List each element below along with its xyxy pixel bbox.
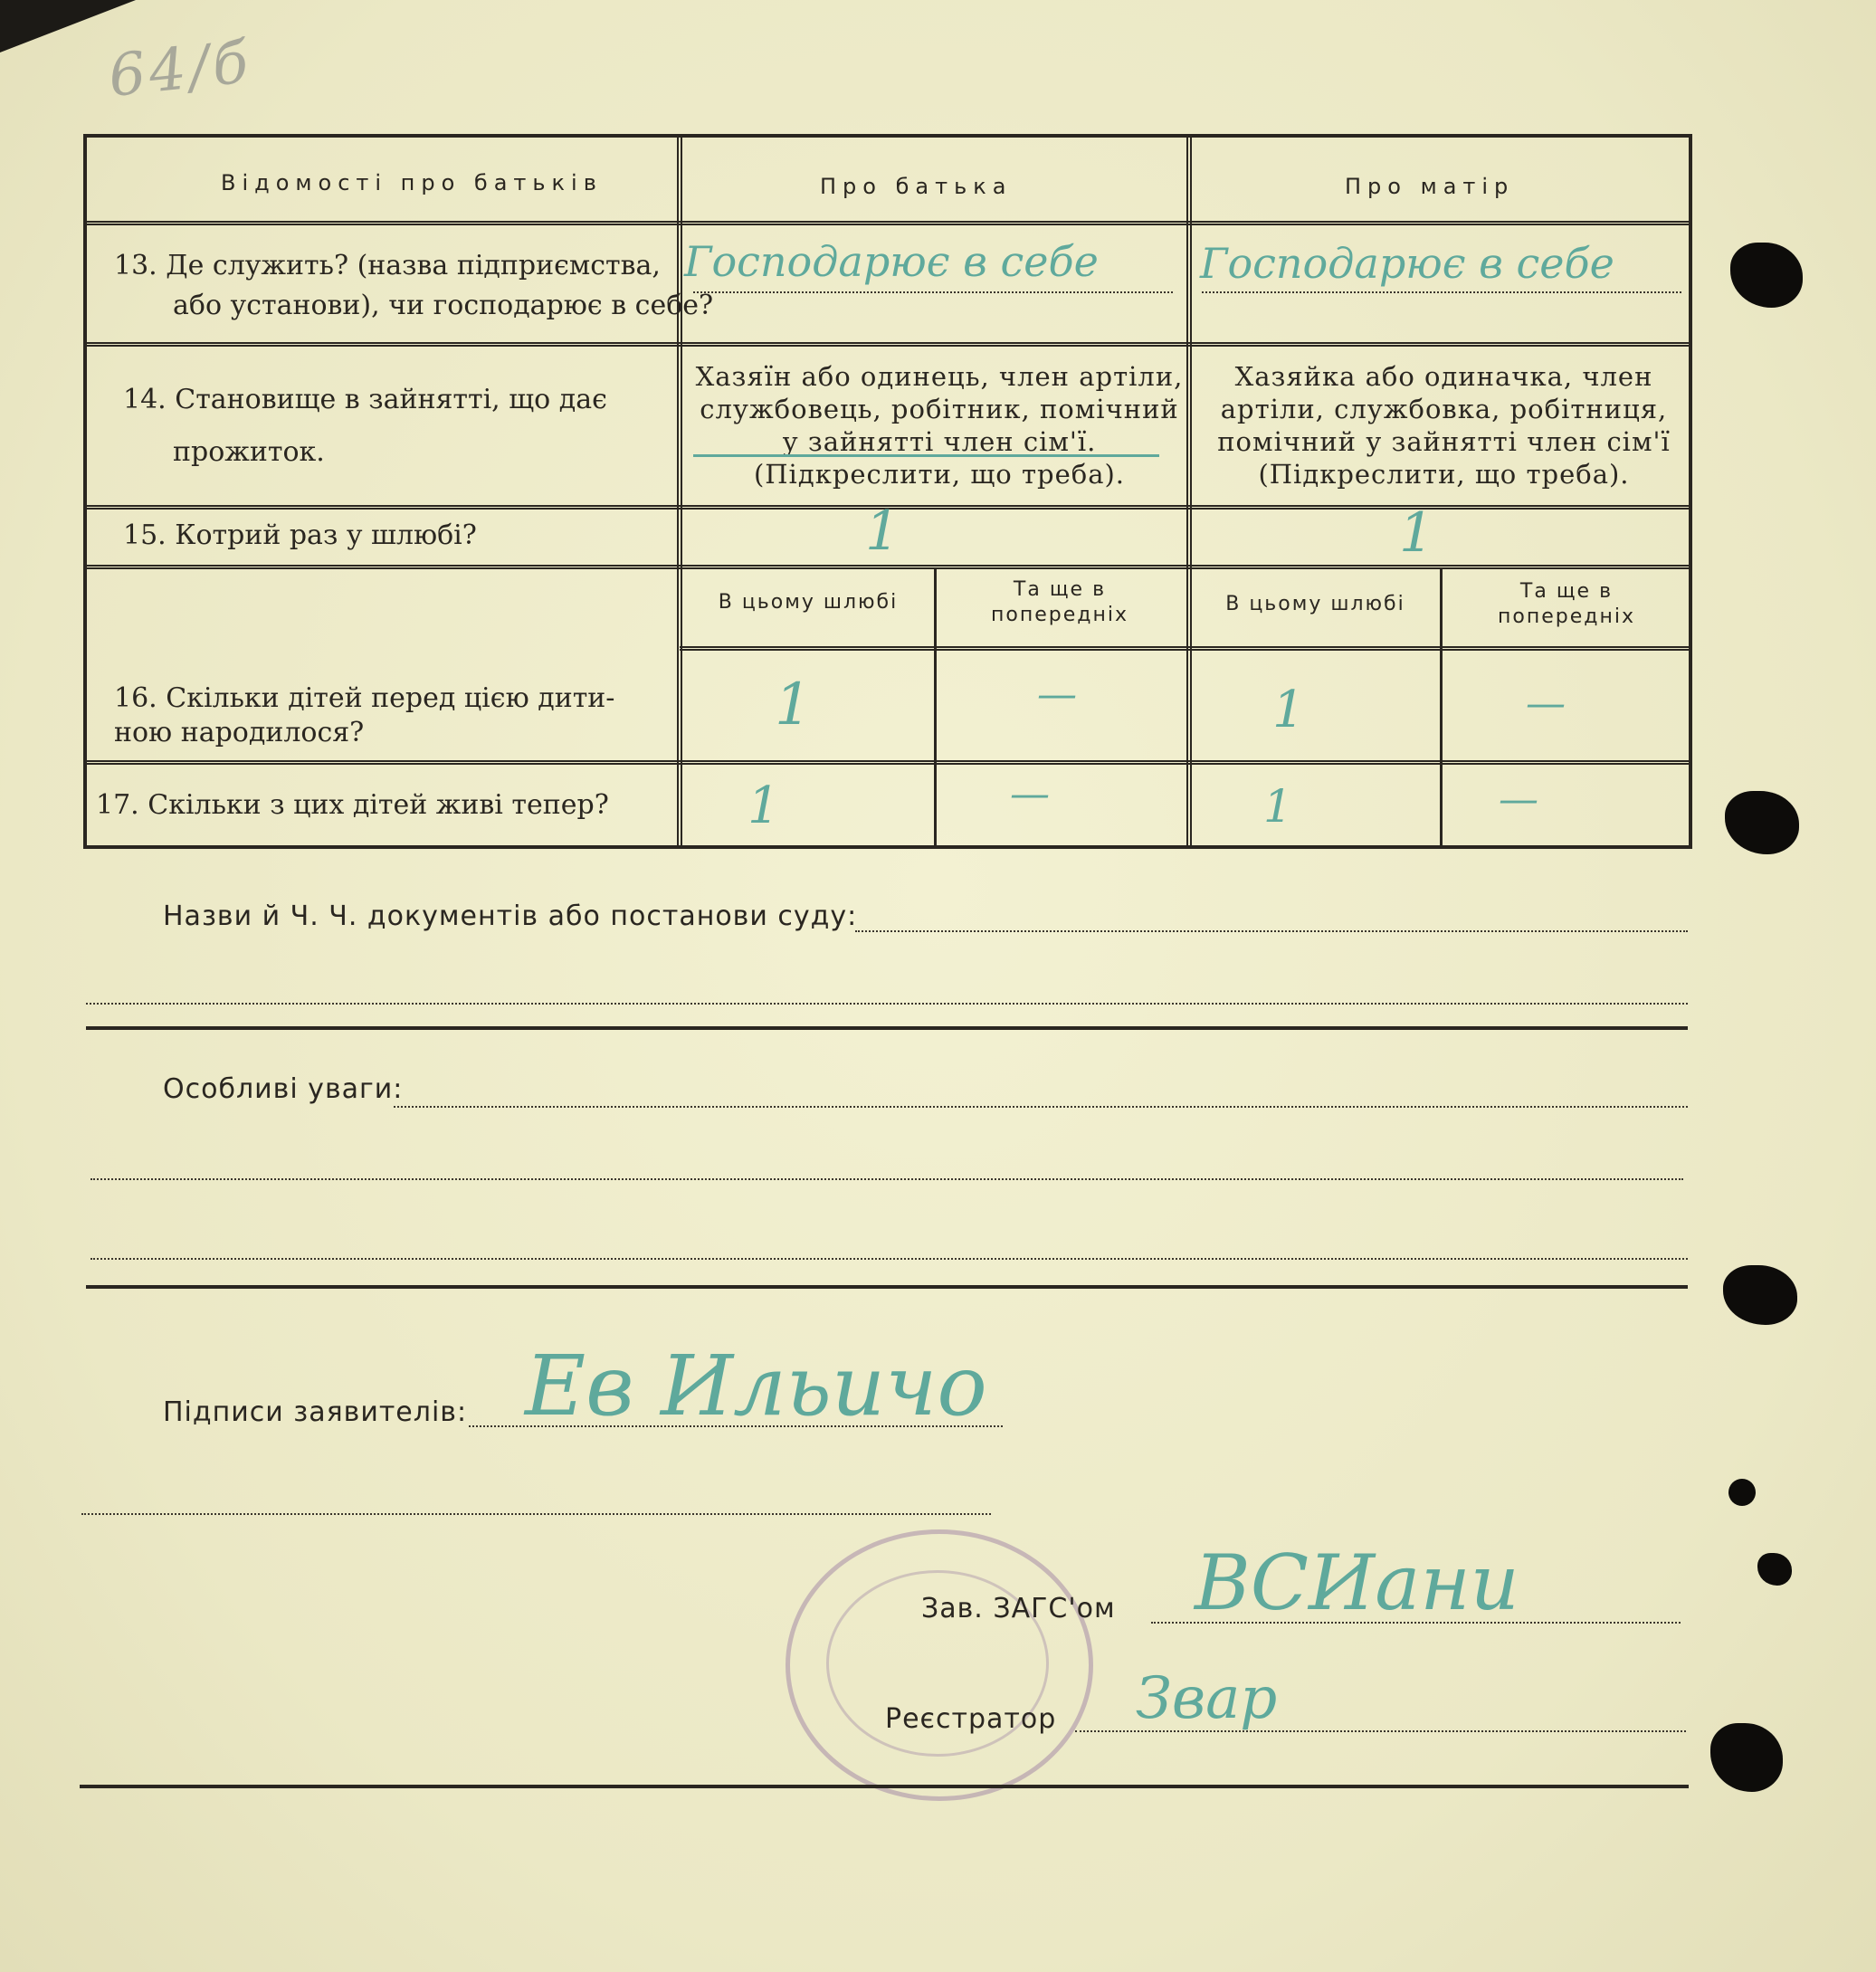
row13-question-line1: 13. Де служить? (назва підприємства, <box>114 250 661 281</box>
row16-question-line1: 16. Скільки дітей перед цією дити- <box>114 682 615 714</box>
documents-label: Назви й Ч. Ч. документів або постанови суду: <box>163 900 858 932</box>
archive-pencil-note: 64/б <box>105 28 255 111</box>
row14-question-line1: 14. Становище в зайнятті, що дає <box>123 384 607 415</box>
row14-question-line2: прожиток. <box>173 436 325 468</box>
row16-mother-prev: — <box>1526 681 1566 727</box>
registrar-signature: Звар <box>1136 1665 1278 1732</box>
zags-head-label: Зав. ЗАГС'ом <box>921 1593 1116 1624</box>
row16-father-prev: — <box>1037 672 1077 718</box>
row15-divider <box>87 565 1689 569</box>
row16-mother-sub-this: В цьому шлюбі <box>1225 593 1405 615</box>
row13-father-line <box>693 291 1173 293</box>
documents-line-2 <box>86 1003 1688 1005</box>
row13-question-line2: або установи), чи господарює в себе? <box>173 290 714 321</box>
row14-mother-options: Хазяйка або одиначка, член артіли, службовка, робітниця, помічний у зайнятті член сім'ї (Підкреслити, що треба). <box>1217 361 1671 490</box>
col-divider-2 <box>1186 138 1192 845</box>
punch-hole-1 <box>1730 243 1803 308</box>
registrar-label: Реєстратор <box>885 1703 1057 1735</box>
row17-father-prev: — <box>1010 771 1050 817</box>
subcol-divider-mother <box>1440 567 1443 845</box>
row16-question-line2: ною народилося? <box>114 717 365 748</box>
applicant-signature: Ев Ильичо <box>525 1338 987 1434</box>
col-divider-1 <box>677 138 682 845</box>
row16-father-sub-prev: Та ще в попередніх <box>991 578 1128 626</box>
documents-rule <box>86 1026 1688 1030</box>
header-mother: Про матір <box>1345 174 1515 199</box>
bottom-rule <box>80 1785 1689 1788</box>
notes-line-1 <box>394 1106 1688 1108</box>
row17-mother-this: 1 <box>1263 780 1292 833</box>
row15-father-answer: 1 <box>865 500 900 563</box>
row16-divider <box>87 760 1689 765</box>
parents-info-table <box>83 134 1692 849</box>
header-parents-info: Відомості про батьків <box>221 170 603 195</box>
punch-hole-6 <box>1710 1723 1783 1792</box>
notes-line-3 <box>90 1258 1688 1260</box>
punch-hole-4 <box>1728 1479 1756 1506</box>
punch-hole-3 <box>1723 1265 1797 1325</box>
row16-subheader-divider <box>680 646 1689 651</box>
row15-question: 15. Котрий раз у шлюбі? <box>123 519 477 551</box>
punch-hole-2 <box>1725 791 1799 854</box>
notes-rule <box>86 1285 1688 1289</box>
header-father: Про батька <box>820 174 1013 199</box>
row13-mother-answer: Господарює в себе <box>1200 239 1614 288</box>
row17-mother-prev: — <box>1499 776 1538 823</box>
row13-mother-line <box>1202 291 1681 293</box>
row13-divider <box>87 342 1689 347</box>
signatures-label: Підписи заявителів: <box>163 1396 468 1428</box>
row17-father-this: 1 <box>748 776 780 835</box>
row16-father-sub-this: В цьому шлюбі <box>718 591 899 614</box>
row14-father-options: Хазяїн або одинець, член артіли, службовець, робітник, помічний у зайнятті член сім'ї. (Підкреслити, що треба). <box>695 361 1184 490</box>
signatures-line-2 <box>81 1513 991 1515</box>
zags-head-signature: ВСИани <box>1195 1539 1519 1627</box>
subcol-divider-father <box>934 567 937 845</box>
row15-mother-answer: 1 <box>1399 501 1434 565</box>
notes-label: Особливі уваги: <box>163 1073 404 1105</box>
official-stamp <box>786 1529 1093 1801</box>
documents-line-1 <box>855 930 1688 932</box>
header-divider <box>87 221 1689 225</box>
row16-mother-sub-prev: Та ще в попередніх <box>1498 580 1635 628</box>
row17-question: 17. Скільки з цих дітей живі тепер? <box>96 789 609 821</box>
row14-father-underline <box>693 454 1159 457</box>
row16-father-this: 1 <box>775 672 812 738</box>
row16-mother-this: 1 <box>1272 681 1305 739</box>
notes-line-2 <box>90 1178 1683 1180</box>
row13-father-answer: Господарює в себе <box>684 237 1099 286</box>
punch-hole-5 <box>1757 1553 1792 1586</box>
